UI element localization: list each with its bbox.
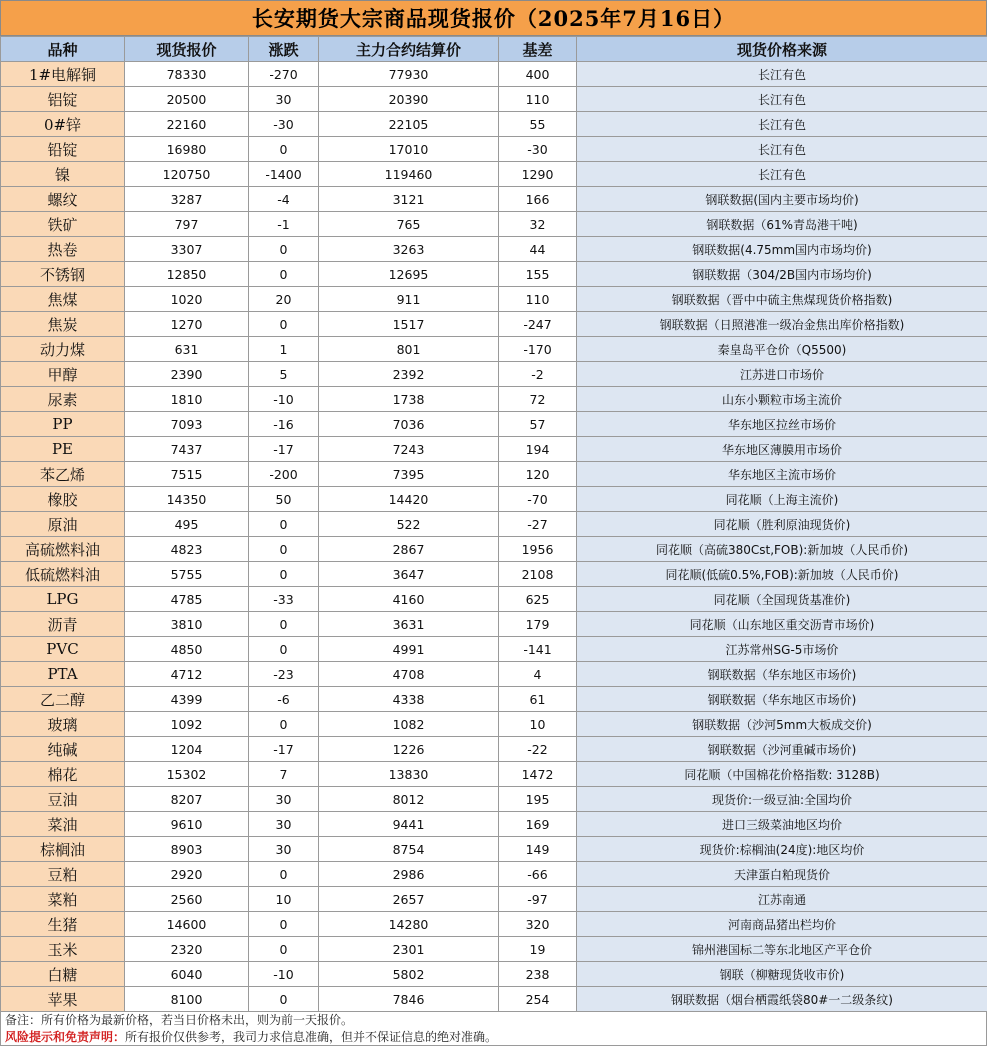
cell-basis: 2108	[499, 562, 577, 587]
cell-change: 0	[249, 862, 319, 887]
cell-variety: 0#锌	[1, 112, 125, 137]
cell-basis: 110	[499, 287, 577, 312]
cell-spot: 14350	[125, 487, 249, 512]
cell-variety: 菜油	[1, 812, 125, 837]
cell-basis: 1290	[499, 162, 577, 187]
cell-change: -16	[249, 412, 319, 437]
cell-spot: 4850	[125, 637, 249, 662]
cell-variety: 纯碱	[1, 737, 125, 762]
cell-change: -6	[249, 687, 319, 712]
cell-source: 现货价:棕榈油(24度):地区均价	[577, 837, 987, 862]
cell-variety: 铝锭	[1, 87, 125, 112]
cell-change: -4	[249, 187, 319, 212]
cell-source: 长江有色	[577, 87, 987, 112]
col-header-settle: 主力合约结算价	[319, 37, 499, 62]
cell-source: 江苏常州SG-5市场价	[577, 637, 987, 662]
cell-source: 同花顺（高硫380Cst,FOB):新加坡（人民币价)	[577, 537, 987, 562]
cell-spot: 3307	[125, 237, 249, 262]
table-row	[1, 787, 987, 812]
sheet-title: 长安期货大宗商品现货报价（2025年7月16日）	[0, 0, 987, 36]
cell-change: 0	[249, 512, 319, 537]
cell-change: 5	[249, 362, 319, 387]
cell-spot: 2560	[125, 887, 249, 912]
cell-change: 1	[249, 337, 319, 362]
cell-spot: 4823	[125, 537, 249, 562]
table-row	[1, 862, 987, 887]
cell-settle: 2867	[319, 537, 499, 562]
cell-source: 长江有色	[577, 162, 987, 187]
cell-spot: 8100	[125, 987, 249, 1012]
cell-source: 秦皇岛平仓价（Q5500)	[577, 337, 987, 362]
cell-basis: 1472	[499, 762, 577, 787]
cell-settle: 17010	[319, 137, 499, 162]
cell-settle: 12695	[319, 262, 499, 287]
cell-change: -1	[249, 212, 319, 237]
cell-basis: -97	[499, 887, 577, 912]
table-row	[1, 287, 987, 312]
cell-source: 华东地区主流市场价	[577, 462, 987, 487]
cell-variety: 橡胶	[1, 487, 125, 512]
cell-change: 30	[249, 812, 319, 837]
table-row	[1, 162, 987, 187]
cell-source: 同花顺(低硫0.5%,FOB):新加坡（人民币价)	[577, 562, 987, 587]
cell-variety: 铅锭	[1, 137, 125, 162]
table-row	[1, 62, 987, 87]
cell-settle: 7243	[319, 437, 499, 462]
cell-change: -270	[249, 62, 319, 87]
cell-basis: 195	[499, 787, 577, 812]
cell-settle: 5802	[319, 962, 499, 987]
cell-basis: 55	[499, 112, 577, 137]
cell-source: 钢联（柳糖现货收市价)	[577, 962, 987, 987]
cell-settle: 2986	[319, 862, 499, 887]
table-row	[1, 437, 987, 462]
cell-spot: 4399	[125, 687, 249, 712]
cell-variety: PP	[1, 412, 125, 437]
cell-basis: -141	[499, 637, 577, 662]
cell-settle: 20390	[319, 87, 499, 112]
cell-source: 同花顺（胜利原油现货价)	[577, 512, 987, 537]
cell-basis: 254	[499, 987, 577, 1012]
cell-change: -17	[249, 737, 319, 762]
cell-change: 30	[249, 787, 319, 812]
cell-source: 钢联数据（61%青岛港干吨)	[577, 212, 987, 237]
cell-spot: 797	[125, 212, 249, 237]
cell-spot: 8207	[125, 787, 249, 812]
table-row	[1, 312, 987, 337]
cell-spot: 4712	[125, 662, 249, 687]
cell-variety: 玉米	[1, 937, 125, 962]
cell-settle: 13830	[319, 762, 499, 787]
cell-variety: 螺纹	[1, 187, 125, 212]
cell-variety: 玻璃	[1, 712, 125, 737]
cell-settle: 3121	[319, 187, 499, 212]
cell-spot: 3810	[125, 612, 249, 637]
cell-change: 20	[249, 287, 319, 312]
table-row	[1, 762, 987, 787]
cell-basis: 194	[499, 437, 577, 462]
cell-spot: 3287	[125, 187, 249, 212]
cell-settle: 3647	[319, 562, 499, 587]
cell-settle: 1226	[319, 737, 499, 762]
cell-basis: 625	[499, 587, 577, 612]
cell-change: 0	[249, 562, 319, 587]
table-row	[1, 637, 987, 662]
cell-source: 锦州港国标二等东北地区产平仓价	[577, 937, 987, 962]
cell-settle: 119460	[319, 162, 499, 187]
cell-change: 0	[249, 637, 319, 662]
cell-settle: 1082	[319, 712, 499, 737]
cell-spot: 495	[125, 512, 249, 537]
cell-settle: 2392	[319, 362, 499, 387]
cell-spot: 1020	[125, 287, 249, 312]
cell-source: 钢联数据（烟台栖霞纸袋80#一二级条纹)	[577, 987, 987, 1012]
table-row	[1, 612, 987, 637]
cell-variety: 镍	[1, 162, 125, 187]
cell-spot: 9610	[125, 812, 249, 837]
cell-spot: 14600	[125, 912, 249, 937]
cell-source: 钢联数据（日照港准一级冶金焦出库价格指数)	[577, 312, 987, 337]
cell-change: 0	[249, 312, 319, 337]
table-row	[1, 187, 987, 212]
cell-basis: 179	[499, 612, 577, 637]
cell-change: -10	[249, 962, 319, 987]
col-header-source: 现货价格来源	[577, 37, 987, 62]
cell-basis: 155	[499, 262, 577, 287]
cell-settle: 3631	[319, 612, 499, 637]
cell-variety: 豆油	[1, 787, 125, 812]
cell-variety: 棕榈油	[1, 837, 125, 862]
cell-spot: 2390	[125, 362, 249, 387]
cell-change: 30	[249, 87, 319, 112]
cell-basis: 57	[499, 412, 577, 437]
cell-source: 长江有色	[577, 112, 987, 137]
cell-settle: 4708	[319, 662, 499, 687]
table-row	[1, 462, 987, 487]
cell-spot: 1270	[125, 312, 249, 337]
note-text: 备注：所有价格为最新价格，若当日价格未出，则为前一天报价。	[5, 1013, 354, 1027]
cell-source: 同花顺（山东地区重交沥青市场价)	[577, 612, 987, 637]
cell-spot: 120750	[125, 162, 249, 187]
table-row	[1, 712, 987, 737]
cell-basis: 19	[499, 937, 577, 962]
table-row	[1, 512, 987, 537]
cell-source: 钢联数据（华东地区市场价)	[577, 662, 987, 687]
table-row	[1, 887, 987, 912]
cell-spot: 12850	[125, 262, 249, 287]
cell-basis: -22	[499, 737, 577, 762]
cell-source: 钢联数据（沙河5mm大板成交价)	[577, 712, 987, 737]
table-row	[1, 687, 987, 712]
cell-spot: 16980	[125, 137, 249, 162]
cell-source: 江苏进口市场价	[577, 362, 987, 387]
cell-settle: 801	[319, 337, 499, 362]
cell-change: 0	[249, 987, 319, 1012]
cell-spot: 7093	[125, 412, 249, 437]
cell-source: 江苏南通	[577, 887, 987, 912]
cell-source: 山东小颗粒市场主流价	[577, 387, 987, 412]
cell-spot: 5755	[125, 562, 249, 587]
cell-basis: 166	[499, 187, 577, 212]
cell-spot: 20500	[125, 87, 249, 112]
cell-change: 0	[249, 912, 319, 937]
table-row	[1, 387, 987, 412]
cell-basis: 320	[499, 912, 577, 937]
table-row	[1, 262, 987, 287]
cell-settle: 77930	[319, 62, 499, 87]
cell-variety: 1#电解铜	[1, 62, 125, 87]
cell-settle: 1738	[319, 387, 499, 412]
cell-source: 同花顺（全国现货基准价)	[577, 587, 987, 612]
cell-change: 0	[249, 537, 319, 562]
cell-settle: 14280	[319, 912, 499, 937]
cell-change: 0	[249, 612, 319, 637]
cell-variety: 苯乙烯	[1, 462, 125, 487]
cell-basis: 72	[499, 387, 577, 412]
cell-source: 同花顺（中国棉花价格指数: 3128B)	[577, 762, 987, 787]
cell-variety: 苹果	[1, 987, 125, 1012]
cell-spot: 631	[125, 337, 249, 362]
cell-source: 钢联数据（晋中中硫主焦煤现货价格指数)	[577, 287, 987, 312]
cell-change: -17	[249, 437, 319, 462]
cell-change: 50	[249, 487, 319, 512]
cell-settle: 1517	[319, 312, 499, 337]
table-row	[1, 587, 987, 612]
cell-settle: 9441	[319, 812, 499, 837]
cell-spot: 15302	[125, 762, 249, 787]
table-row	[1, 212, 987, 237]
cell-settle: 4991	[319, 637, 499, 662]
cell-basis: 44	[499, 237, 577, 262]
cell-variety: 豆粕	[1, 862, 125, 887]
cell-spot: 7515	[125, 462, 249, 487]
cell-spot: 1092	[125, 712, 249, 737]
cell-basis: 1956	[499, 537, 577, 562]
cell-spot: 7437	[125, 437, 249, 462]
cell-change: -200	[249, 462, 319, 487]
cell-settle: 22105	[319, 112, 499, 137]
cell-variety: 沥青	[1, 612, 125, 637]
cell-variety: PE	[1, 437, 125, 462]
cell-basis: -27	[499, 512, 577, 537]
cell-source: 天津蛋白粕现货价	[577, 862, 987, 887]
table-row	[1, 562, 987, 587]
cell-spot: 2920	[125, 862, 249, 887]
cell-change: -1400	[249, 162, 319, 187]
col-header-variety: 品种	[1, 37, 125, 62]
table-row	[1, 737, 987, 762]
cell-settle: 522	[319, 512, 499, 537]
cell-change: -33	[249, 587, 319, 612]
cell-basis: 32	[499, 212, 577, 237]
cell-basis: 110	[499, 87, 577, 112]
cell-variety: 菜粕	[1, 887, 125, 912]
table-row	[1, 412, 987, 437]
cell-source: 钢联数据(4.75mm国内市场均价)	[577, 237, 987, 262]
cell-basis: 400	[499, 62, 577, 87]
cell-basis: 4	[499, 662, 577, 687]
cell-settle: 4160	[319, 587, 499, 612]
col-header-basis: 基差	[499, 37, 577, 62]
cell-settle: 765	[319, 212, 499, 237]
cell-variety: 原油	[1, 512, 125, 537]
cell-variety: 白糖	[1, 962, 125, 987]
cell-settle: 7395	[319, 462, 499, 487]
cell-basis: -170	[499, 337, 577, 362]
cell-change: 30	[249, 837, 319, 862]
table-row	[1, 837, 987, 862]
table-row	[1, 937, 987, 962]
cell-variety: 乙二醇	[1, 687, 125, 712]
cell-variety: LPG	[1, 587, 125, 612]
col-header-change: 涨跌	[249, 37, 319, 62]
cell-settle: 2657	[319, 887, 499, 912]
cell-change: 0	[249, 937, 319, 962]
cell-variety: 焦煤	[1, 287, 125, 312]
cell-basis: 61	[499, 687, 577, 712]
cell-source: 长江有色	[577, 137, 987, 162]
cell-basis: 120	[499, 462, 577, 487]
cell-settle: 911	[319, 287, 499, 312]
cell-change: 7	[249, 762, 319, 787]
cell-settle: 2301	[319, 937, 499, 962]
table-row	[1, 237, 987, 262]
col-header-spot: 现货报价	[125, 37, 249, 62]
cell-variety: 生猪	[1, 912, 125, 937]
cell-spot: 6040	[125, 962, 249, 987]
table-row	[1, 962, 987, 987]
cell-source: 河南商品猪出栏均价	[577, 912, 987, 937]
cell-change: 10	[249, 887, 319, 912]
table-row	[1, 112, 987, 137]
cell-settle: 8754	[319, 837, 499, 862]
cell-variety: 焦炭	[1, 312, 125, 337]
table-row	[1, 537, 987, 562]
cell-source: 钢联数据(国内主要市场均价)	[577, 187, 987, 212]
table-row	[1, 487, 987, 512]
cell-spot: 2320	[125, 937, 249, 962]
cell-change: 0	[249, 712, 319, 737]
cell-change: 0	[249, 262, 319, 287]
cell-spot: 4785	[125, 587, 249, 612]
cell-variety: 热卷	[1, 237, 125, 262]
cell-settle: 7036	[319, 412, 499, 437]
cell-basis: -66	[499, 862, 577, 887]
cell-change: -23	[249, 662, 319, 687]
cell-variety: 甲醇	[1, 362, 125, 387]
header-row	[1, 37, 987, 62]
cell-variety: 不锈钢	[1, 262, 125, 287]
cell-basis: -2	[499, 362, 577, 387]
cell-spot: 78330	[125, 62, 249, 87]
cell-variety: PVC	[1, 637, 125, 662]
risk-text: 所有报价仅供参考，我司力求信息准确，但并不保证信息的绝对准确。	[125, 1030, 498, 1044]
risk-label: 风险提示和免责声明：	[5, 1030, 126, 1044]
cell-spot: 1204	[125, 737, 249, 762]
table-body	[1, 62, 987, 1012]
risk-line	[0, 1029, 987, 1046]
cell-variety: 低硫燃料油	[1, 562, 125, 587]
cell-settle: 14420	[319, 487, 499, 512]
cell-basis: 169	[499, 812, 577, 837]
cell-variety: 动力煤	[1, 337, 125, 362]
table-row	[1, 362, 987, 387]
table-row	[1, 912, 987, 937]
cell-variety: 高硫燃料油	[1, 537, 125, 562]
table-row	[1, 662, 987, 687]
cell-variety: 棉花	[1, 762, 125, 787]
cell-basis: 10	[499, 712, 577, 737]
cell-basis: 149	[499, 837, 577, 862]
cell-change: -30	[249, 112, 319, 137]
cell-source: 现货价:一级豆油:全国均价	[577, 787, 987, 812]
table-row	[1, 987, 987, 1012]
cell-settle: 3263	[319, 237, 499, 262]
cell-spot: 8903	[125, 837, 249, 862]
table-row	[1, 87, 987, 112]
cell-basis: -70	[499, 487, 577, 512]
price-table	[0, 36, 987, 1012]
cell-basis: -247	[499, 312, 577, 337]
cell-settle: 8012	[319, 787, 499, 812]
table-row	[1, 337, 987, 362]
note-line	[0, 1012, 987, 1029]
cell-source: 华东地区薄膜用市场价	[577, 437, 987, 462]
cell-source: 钢联数据（304/2B国内市场均价)	[577, 262, 987, 287]
cell-basis: -30	[499, 137, 577, 162]
cell-variety: 尿素	[1, 387, 125, 412]
cell-source: 钢联数据（华东地区市场价)	[577, 687, 987, 712]
cell-change: 0	[249, 137, 319, 162]
cell-variety: PTA	[1, 662, 125, 687]
cell-source: 钢联数据（沙河重碱市场价)	[577, 737, 987, 762]
cell-spot: 1810	[125, 387, 249, 412]
cell-source: 华东地区拉丝市场价	[577, 412, 987, 437]
table-row	[1, 812, 987, 837]
cell-spot: 22160	[125, 112, 249, 137]
cell-change: -10	[249, 387, 319, 412]
cell-variety: 铁矿	[1, 212, 125, 237]
cell-settle: 7846	[319, 987, 499, 1012]
cell-change: 0	[249, 237, 319, 262]
cell-basis: 238	[499, 962, 577, 987]
cell-settle: 4338	[319, 687, 499, 712]
table-row	[1, 137, 987, 162]
cell-source: 长江有色	[577, 62, 987, 87]
cell-source: 进口三级菜油地区均价	[577, 812, 987, 837]
cell-source: 同花顺（上海主流价)	[577, 487, 987, 512]
